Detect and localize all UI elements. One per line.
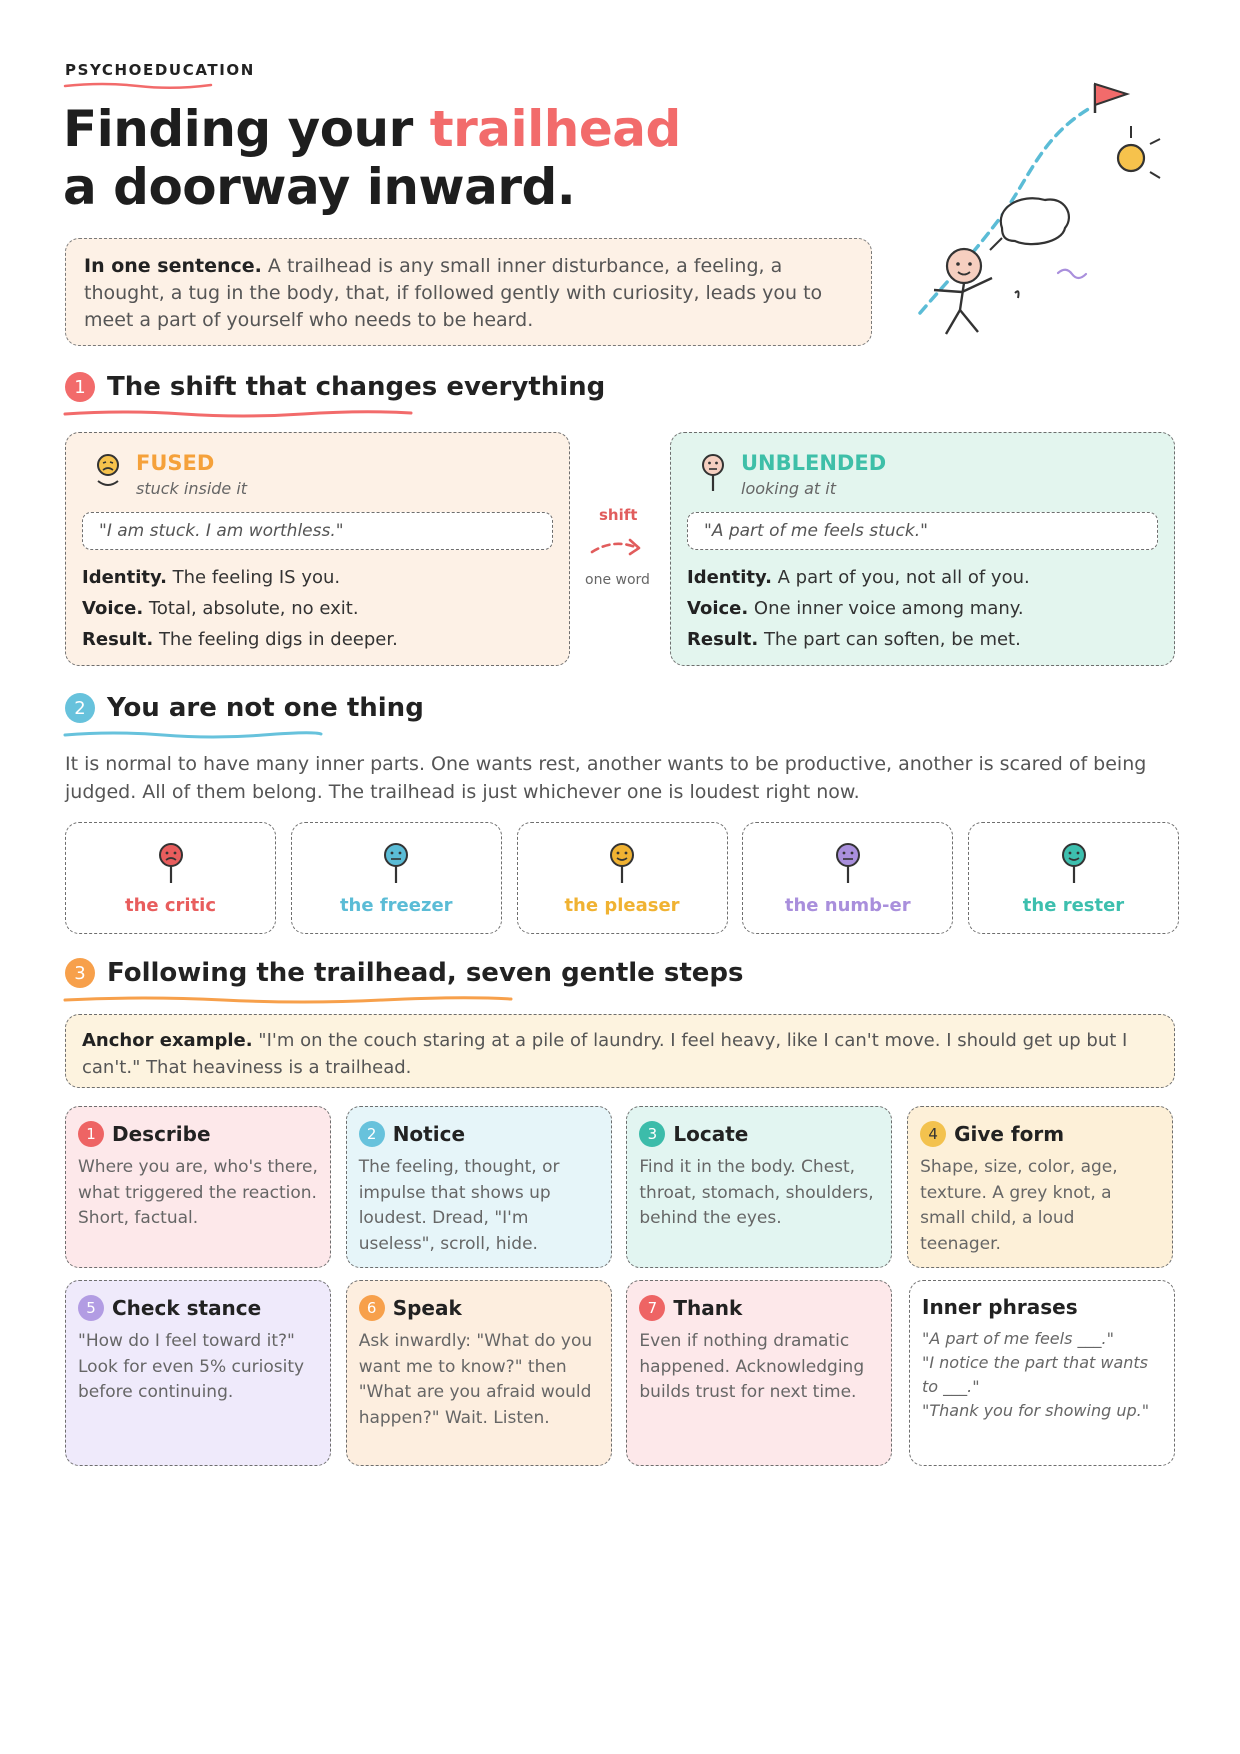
- fused-card: [65, 432, 570, 666]
- title-accent: trailhead: [429, 100, 681, 158]
- fused-quote: "I am stuck. I am worthless.": [82, 512, 553, 550]
- phrase-3: "Thank you for showing up.": [922, 1401, 1150, 1420]
- step-title: Speak: [392, 1296, 462, 1320]
- phrase-2-cont: to ___.": [922, 1377, 980, 1396]
- step-body: The feeling, thought, or impulse that shows up loudest. Dread, "I'm useless", scroll, hide.: [358, 1157, 560, 1254]
- part-card: [742, 822, 953, 934]
- fused-voice: [82, 593, 553, 624]
- parts-paragraph: It is normal to have many inner parts. One wants rest, another wants to be productive, another is scared of being judged. All of them belong. The trailhead is just whichever one is loudest right now.: [65, 753, 1147, 803]
- section-3-number: 3: [65, 958, 95, 988]
- section-2-number: 2: [65, 693, 95, 723]
- trailhead-illustration: [890, 78, 1180, 338]
- step-title: Describe: [112, 1122, 211, 1146]
- section-2-heading: [65, 693, 424, 723]
- step-header: [920, 1121, 1160, 1147]
- page-title: [63, 100, 681, 216]
- frown-face-icon: [94, 451, 122, 493]
- title-part1: Finding your: [63, 100, 430, 158]
- part-card: [291, 822, 502, 934]
- eyebrow-underline: [63, 80, 213, 90]
- fused-header: [94, 451, 553, 498]
- part-label: the numb-er: [784, 895, 911, 916]
- part-label: the critic: [124, 895, 217, 916]
- unblended-voice: [687, 593, 1158, 624]
- step-body: Even if nothing dramatic happened. Acknowledging builds trust for next time.: [639, 1331, 865, 1402]
- part-face-icon: [833, 841, 863, 885]
- step-number: 2: [359, 1121, 385, 1147]
- unblended-result-label: Result.: [687, 629, 759, 650]
- section-3-underline: [63, 994, 513, 1006]
- section-1-number: 1: [65, 372, 95, 402]
- step-title: Give form: [954, 1122, 1065, 1146]
- shift-word-label: one word: [585, 572, 650, 588]
- part-face-icon: [607, 841, 637, 885]
- step-header: [639, 1121, 879, 1147]
- step-body: Find it in the body. Chest, throat, stomach, shoulders, behind the eyes.: [639, 1157, 874, 1228]
- anchor-text: "I'm on the couch staring at a pile of laundry. I feel heavy, like I can't move. I should get up but I can't." That heaviness is a trailhead.: [82, 1030, 1128, 1078]
- phrase-1: "A part of me feels ___.": [922, 1329, 1114, 1348]
- step-number: 3: [639, 1121, 665, 1147]
- fused-voice-text: Total, absolute, no exit.: [143, 598, 359, 619]
- unblended-details: [687, 562, 1158, 655]
- unblended-identity: [687, 562, 1158, 593]
- unblended-identity-label: Identity.: [687, 567, 772, 588]
- step-number: 4: [920, 1121, 946, 1147]
- unblended-result: [687, 624, 1158, 655]
- section-1-heading: [65, 372, 605, 402]
- step-header: [359, 1295, 599, 1321]
- step-card: [626, 1280, 892, 1466]
- step-title: Thank: [673, 1296, 743, 1320]
- intro-callout: [65, 238, 872, 346]
- step-body: Ask inwardly: "What do you want me to know?" then "What are you afraid would happen?" Wait. Listen.: [358, 1331, 593, 1428]
- unblended-title: UNBLENDED: [741, 451, 887, 475]
- section-1-title: The shift that changes everything: [107, 372, 606, 402]
- unblended-subtitle: looking at it: [741, 479, 836, 498]
- step-card: [65, 1106, 331, 1268]
- unblended-header: [699, 451, 1158, 498]
- intro-text: A trailhead is any small inner disturbance, a feeling, a thought, a tug in the body, that, if followed gently with curiosity, leads you to meet a part of yourself who needs to be heard.: [84, 255, 823, 331]
- fused-details: [82, 562, 553, 655]
- step-body: "How do I feel toward it?" Look for even 5% curiosity before continuing.: [78, 1331, 305, 1402]
- eyebrow-label: PSYCHOEDUCATION: [65, 61, 255, 79]
- unblended-voice-text: One inner voice among many.: [748, 598, 1024, 619]
- title-line2: a doorway inward.: [63, 158, 576, 216]
- part-label: the rester: [1022, 895, 1125, 916]
- section-2-underline: [63, 729, 323, 741]
- part-face-icon: [1059, 841, 1089, 885]
- section-1-underline: [63, 408, 413, 420]
- section-3-title: Following the trailhead, seven gentle steps: [107, 958, 744, 988]
- part-card: [65, 822, 276, 934]
- fused-result-text: The feeling digs in deeper.: [153, 629, 398, 650]
- inner-phrases-card: [909, 1280, 1175, 1466]
- step-number: 1: [78, 1121, 104, 1147]
- fused-result: [82, 624, 553, 655]
- step-header: [359, 1121, 599, 1147]
- part-card: [968, 822, 1179, 934]
- part-face-icon: [381, 841, 411, 885]
- step-header: [78, 1121, 318, 1147]
- shift-arrow-icon: [588, 534, 644, 560]
- step-card: [346, 1280, 612, 1466]
- fused-voice-label: Voice.: [82, 598, 144, 619]
- unblended-card: [670, 432, 1175, 666]
- step-card: [626, 1106, 892, 1268]
- step-card: [65, 1280, 331, 1466]
- neutral-face-icon: [699, 451, 727, 493]
- section-3-heading: [65, 958, 744, 988]
- step-header: [639, 1295, 879, 1321]
- step-title: Notice: [392, 1122, 466, 1146]
- unblended-result-text: The part can soften, be met.: [758, 629, 1021, 650]
- shift-label: shift: [599, 506, 638, 524]
- step-header: [78, 1295, 318, 1321]
- step-body: Shape, size, color, age, texture. A grey knot, a small child, a loud teenager.: [920, 1157, 1118, 1254]
- inner-phrases-title: Inner phrases: [922, 1295, 1078, 1319]
- step-card: [346, 1106, 612, 1268]
- step-body: Where you are, who's there, what triggered the reaction. Short, factual.: [78, 1157, 318, 1228]
- fused-identity: [82, 562, 553, 593]
- step-title: Check stance: [112, 1296, 262, 1320]
- step-title: Locate: [673, 1122, 749, 1146]
- step-number: 5: [78, 1295, 104, 1321]
- anchor-label: Anchor example.: [82, 1030, 253, 1051]
- phrase-2: "I notice the part that wants: [922, 1353, 1148, 1372]
- step-number: 6: [359, 1295, 385, 1321]
- fused-title: FUSED: [136, 451, 215, 475]
- unblended-identity-text: A part of you, not all of you.: [771, 567, 1030, 588]
- intro-label: In one sentence.: [84, 255, 262, 277]
- fused-result-label: Result.: [82, 629, 154, 650]
- part-label: the pleaser: [564, 895, 680, 916]
- step-number: 7: [639, 1295, 665, 1321]
- step-card: [907, 1106, 1173, 1268]
- anchor-example: [65, 1014, 1175, 1088]
- fused-identity-label: Identity.: [82, 567, 167, 588]
- fused-subtitle: stuck inside it: [136, 479, 248, 498]
- section-2-title: You are not one thing: [107, 693, 424, 723]
- unblended-quote: "A part of me feels stuck.": [687, 512, 1158, 550]
- part-card: [517, 822, 728, 934]
- part-face-icon: [156, 841, 186, 885]
- unblended-voice-label: Voice.: [687, 598, 749, 619]
- part-label: the freezer: [339, 895, 453, 916]
- fused-identity-text: The feeling IS you.: [166, 567, 341, 588]
